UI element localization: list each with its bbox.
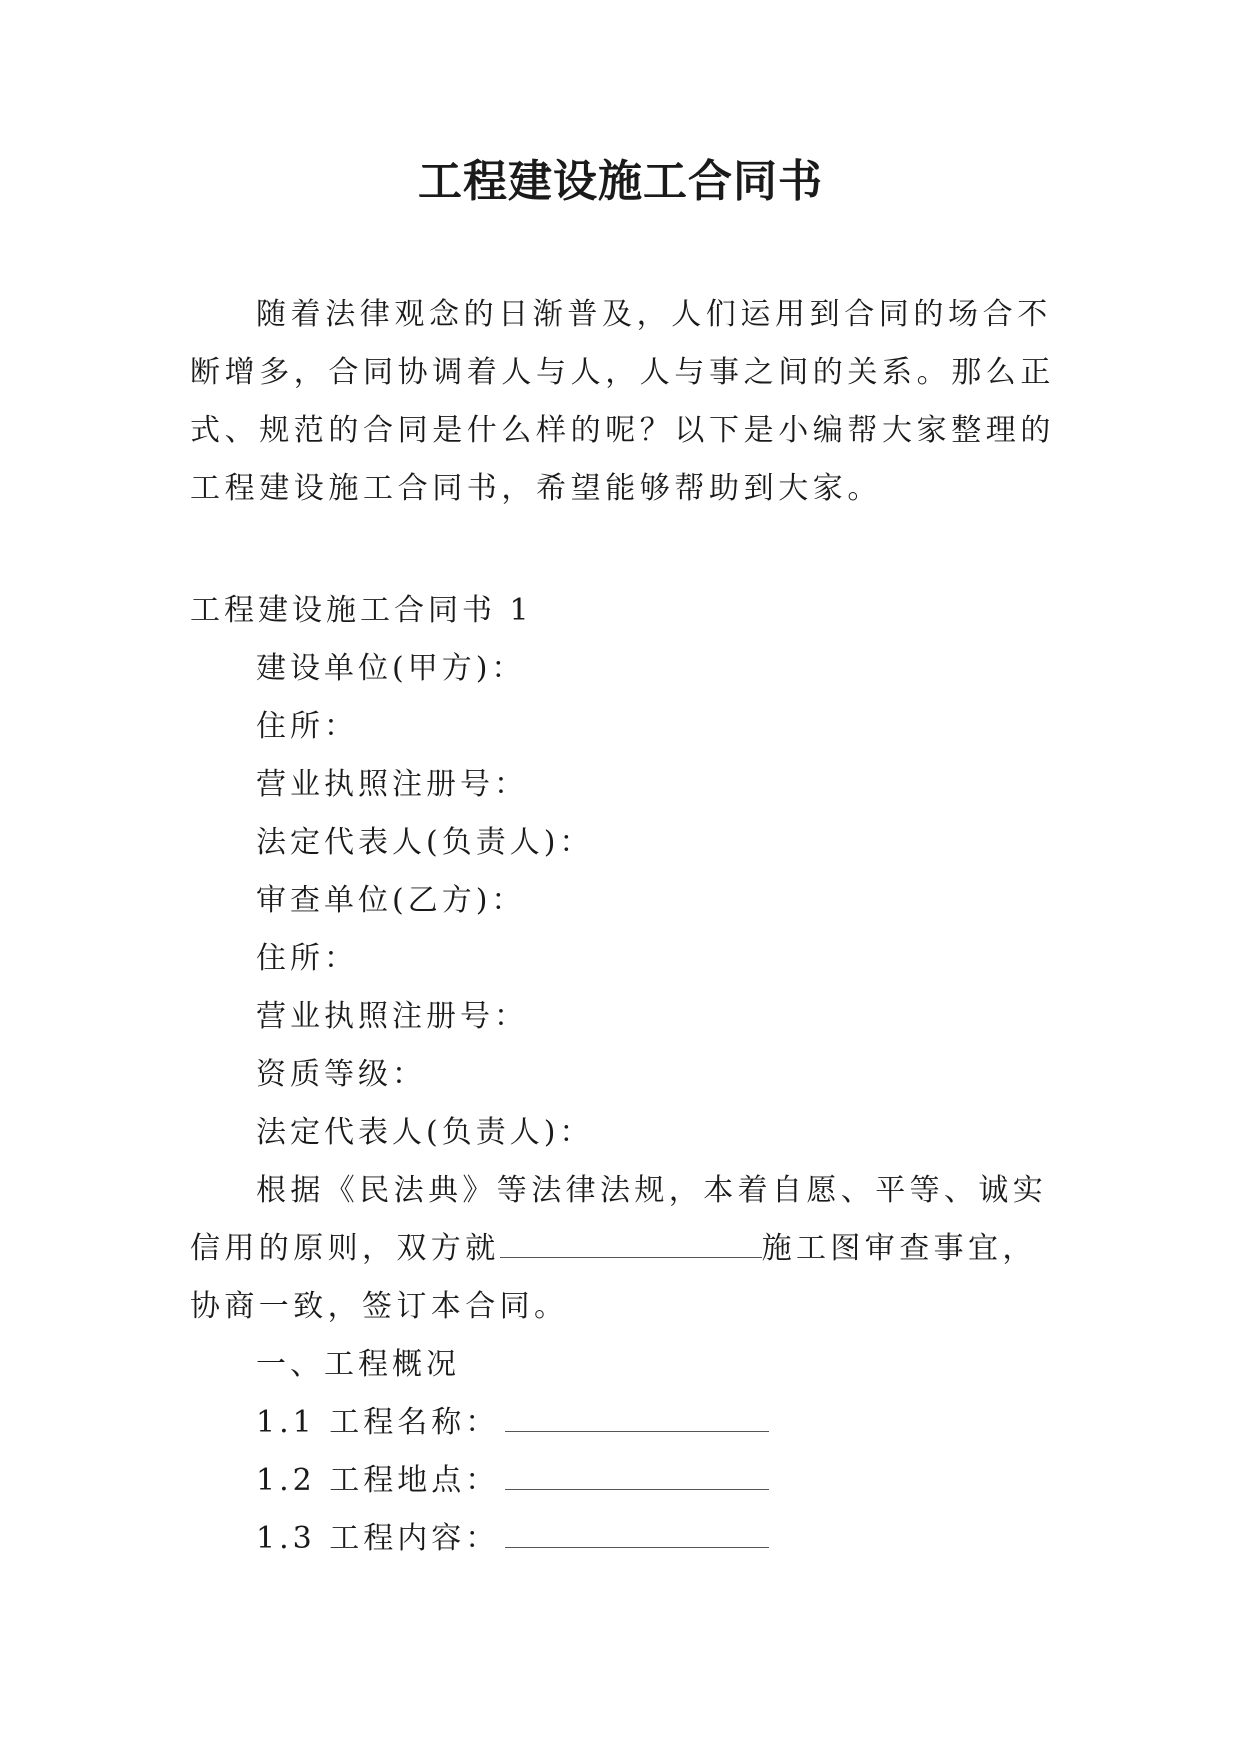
project-location-input-blank[interactable] bbox=[505, 1459, 769, 1490]
project-content-input-blank[interactable] bbox=[505, 1517, 769, 1548]
agreement-paragraph bbox=[190, 1162, 1070, 1336]
chapter-heading: 一、工程概况 bbox=[256, 1347, 460, 1382]
intro-paragraph: 随着法律观念的日渐普及，人们运用到合同的场合不断增多，合同协调着人与人，人与事之间的关系。那么正式、规范的合同是什么样的呢？以下是小编帮大家整理的工程建设施工合同书，希望能够帮助到大家。 bbox=[190, 297, 1055, 506]
project-name-blank[interactable] bbox=[500, 1227, 762, 1258]
party-b-representative-field: 法定代表人(负责人)： bbox=[256, 1115, 594, 1150]
document-title: 工程建设施工合同书 bbox=[418, 156, 823, 207]
project-content-line bbox=[190, 1510, 1070, 1568]
party-a-representative-field: 法定代表人(负责人)： bbox=[256, 825, 594, 860]
project-content-label: 1.3 工程内容： bbox=[256, 1521, 500, 1556]
party-b-license-field: 营业执照注册号： bbox=[256, 999, 528, 1034]
party-a-license-field: 营业执照注册号： bbox=[256, 767, 528, 802]
party-a-address-field: 住所： bbox=[256, 709, 358, 744]
project-name-label: 1.1 工程名称： bbox=[256, 1405, 500, 1440]
party-b-address-field: 住所： bbox=[256, 941, 358, 976]
section-heading: 工程建设施工合同书 1 bbox=[190, 593, 533, 628]
agreement-text-after: 施工图审查事宜，协商一致，签订本合同。 bbox=[190, 1231, 1037, 1324]
contract-body bbox=[190, 582, 1070, 1568]
project-name-line bbox=[190, 1394, 1070, 1452]
project-location-line bbox=[190, 1452, 1070, 1510]
party-b-name-field: 审查单位(乙方)： bbox=[256, 883, 526, 918]
party-a-name-field: 建设单位(甲方)： bbox=[256, 651, 526, 686]
project-location-label: 1.2 工程地点： bbox=[256, 1463, 500, 1498]
agreement-text-before: 根据《民法典》等法律法规，本着自愿、平等、诚实信用的原则，双方就 bbox=[190, 1173, 1048, 1266]
project-name-input-blank[interactable] bbox=[505, 1401, 769, 1432]
party-b-qualification-field: 资质等级： bbox=[256, 1057, 426, 1092]
